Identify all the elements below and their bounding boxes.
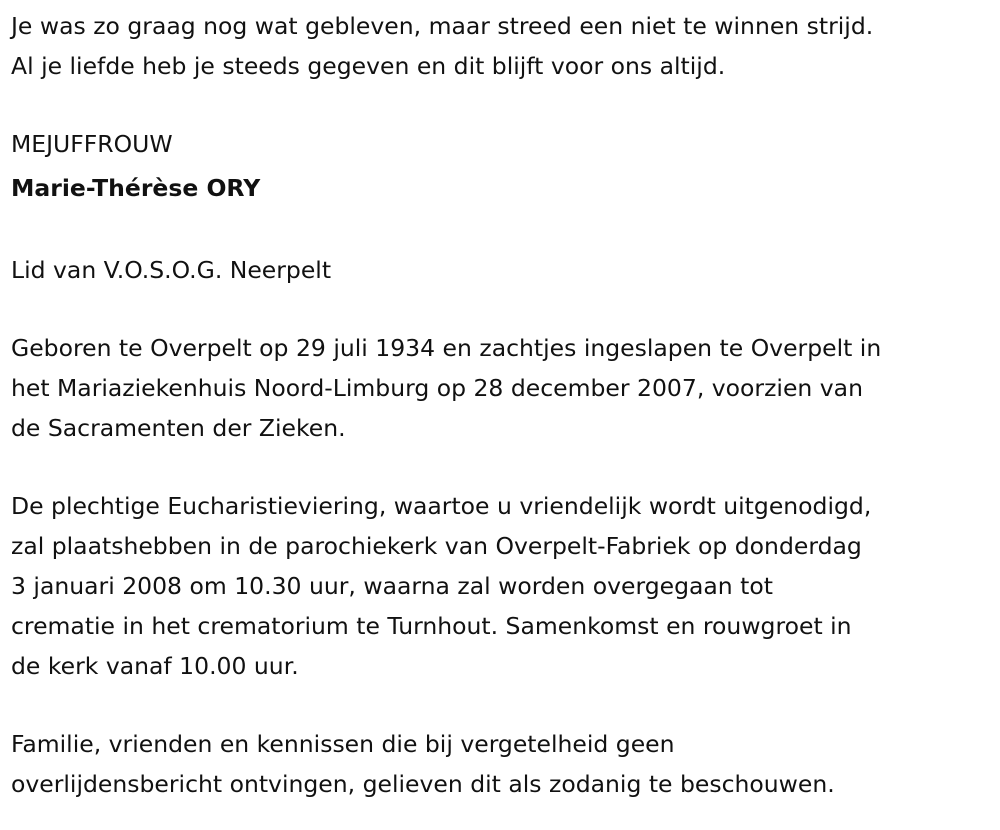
paragraph-line: zal plaatshebben in de parochiekerk van Overpelt-Fabriek op donderdag [11, 532, 862, 560]
paragraph-line: de kerk vanaf 10.00 uur. [11, 652, 299, 680]
poem [11, 6, 1000, 86]
paragraph-line: het Mariaziekenhuis Noord-Limburg op 28 december 2007, voorzien van [11, 374, 863, 402]
spacer [11, 448, 1000, 486]
ceremony-paragraph [11, 486, 1000, 686]
spacer [11, 86, 1000, 124]
paragraph-line: De plechtige Eucharistieviering, waartoe u vriendelijk wordt uitgenodigd, [11, 492, 872, 520]
honorific: MEJUFFROUW [11, 130, 173, 158]
paragraph-line: 3 januari 2008 om 10.30 uur, waarna zal worden overgegaan tot [11, 572, 773, 600]
spacer [11, 290, 1000, 328]
notice-paragraph [11, 724, 1000, 804]
birth-death-paragraph [11, 328, 1000, 448]
paragraph-line: Familie, vrienden en kennissen die bij vergetelheid geen [11, 730, 675, 758]
spacer [11, 212, 1000, 250]
deceased-name: Marie-Thérèse ORY [11, 174, 261, 202]
poem-line: Al je liefde heb je steeds gegeven en dit blijft voor ons altijd. [11, 52, 726, 80]
paragraph-line: overlijdensbericht ontvingen, gelieven dit als zodanig te beschouwen. [11, 770, 835, 798]
paragraph-line: de Sacramenten der Zieken. [11, 414, 346, 442]
membership: Lid van V.O.S.O.G. Neerpelt [11, 256, 332, 284]
spacer [11, 686, 1000, 724]
paragraph-line: crematie in het crematorium te Turnhout. Samenkomst en rouwgroet in [11, 612, 852, 640]
paragraph-line: Geboren te Overpelt op 29 juli 1934 en zachtjes ingeslapen te Overpelt in [11, 334, 882, 362]
poem-line: Je was zo graag nog wat gebleven, maar streed een niet te winnen strijd. [11, 12, 874, 40]
